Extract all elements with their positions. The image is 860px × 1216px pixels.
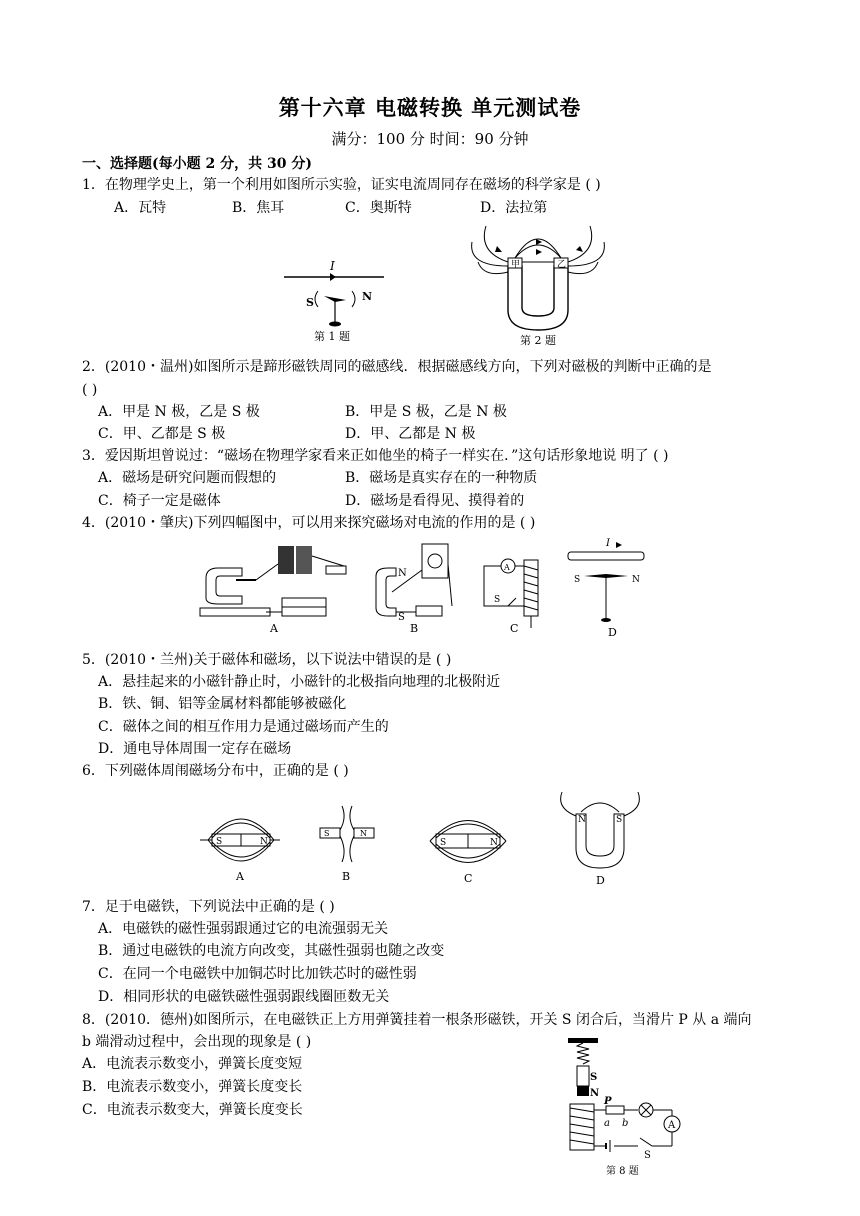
figure-4-label-a: A [270, 622, 278, 635]
page-subtitle: 满分：100 分 时间：90 分钟 [331, 130, 529, 148]
question-7-stem: 7．足于电磁铁，下列说法中正确的是 ( ) [82, 899, 335, 915]
page-title: 第十六章 电磁转换 单元测试卷 [278, 95, 582, 120]
question-1-option-b: B．焦耳 [232, 200, 285, 216]
figure-4-label-c: C [510, 622, 519, 635]
figure-8-n-label: N [590, 1088, 600, 1099]
figure-6-d-s-label: S [616, 815, 623, 825]
figure-6-b-n-label: N [360, 829, 367, 838]
question-2-option-d: D．甲、乙都是 N 极 [345, 426, 476, 442]
question-1-stem: 1．在物理学史上，第一个利用如图所示实验，证实电流周同存在磁场的科学家是 ( ) [82, 177, 601, 193]
question-3-option-d: D．磁场是看得见、摸得着的 [345, 493, 525, 509]
figure-6-label-b: B [342, 870, 351, 883]
question-5-option-c: C．磁体之间的相互作用力是通过磁场而产生的 [98, 719, 389, 735]
question-8-option-b: B．电流表示数变小，弹簧长度变长 [82, 1079, 303, 1095]
figure-8-s-label: S [590, 1072, 598, 1083]
question-5-stem: 5．(2010・兰州)关于磁体和磁场，以下说法中错误的是 ( ) [82, 652, 452, 668]
figure-6 [200, 788, 660, 888]
figure-4-d-current-label: I [606, 538, 610, 549]
question-8-stem: 8．(2010．德州)如图所示，在电磁铁正上方用弹簧挂着一根条形磁铁，开关 S 闭合后，当滑片 P 从 a 端向 [82, 1012, 752, 1028]
figure-4-label-d: D [608, 626, 617, 639]
figure-8 [560, 1034, 720, 1184]
figure-8-switch-label: S [644, 1150, 651, 1161]
figure-8-p-label: P [604, 1096, 612, 1107]
figure-6-a-n-label: N [260, 837, 268, 847]
figure-4-b-n-label: N [398, 568, 407, 579]
figure-1-current-label: I [330, 259, 335, 273]
figure-6-option-b-diagram [320, 806, 374, 883]
figure-6-option-d-diagram [561, 792, 640, 887]
question-8-option-a: A．电流表示数变小，弹簧长度变短 [82, 1056, 303, 1072]
question-2-option-a: A．甲是 N 极，乙是 S 极 [98, 404, 260, 420]
figure-2-yi-label: 乙 [557, 260, 567, 270]
question-2-stem: 2．(2010・温州)如图所示是蹄形磁铁周同的磁感线．根据磁感线方向，下列对磁极的判断中正确的是 [82, 359, 712, 375]
figure-4-c-ammeter-label: A [504, 563, 510, 572]
question-3-stem: 3．爱因斯坦曾说过：“磁场在物理学家看来正如他坐的椅子一样实在．”这句话形象地说 明了 ( ) [82, 448, 669, 464]
figure-8-caption: 第 8 题 [606, 1166, 639, 1177]
figure-6-label-c: C [464, 872, 473, 885]
figure-6-label-a: A [236, 870, 244, 883]
figure-4-c-switch-label: S [494, 595, 501, 605]
question-5-option-a: A．悬挂起来的小磁针静止时，小磁针的北极指向地理的北极附近 [98, 674, 501, 690]
figure-8-b-label: b [622, 1118, 629, 1129]
figure-4-d-n-label: N [632, 575, 640, 585]
figure-6-option-c-diagram [430, 821, 506, 886]
question-7-option-b: B．通过电磁铁的电流方向改变，其磁性强弱也随之改变 [98, 943, 445, 959]
figure-4-option-b-diagram [376, 544, 452, 635]
figure-4-option-d-diagram [568, 538, 644, 639]
question-7-option-c: C．在同一个电磁铁中加铜芯时比加铁芯时的磁性弱 [98, 966, 417, 982]
figure-6-label-d: D [596, 874, 605, 887]
figure-6-b-s-label: S [324, 829, 330, 838]
figure-6-d-n-label: N [578, 815, 586, 825]
question-3-option-b: B．磁场是真实存在的一种物质 [345, 470, 538, 486]
figure-1-caption: 第 1 题 [314, 330, 350, 343]
question-8-stem-cont: b 端滑动过程中，会出现的现象是 ( ) [82, 1034, 312, 1050]
figure-4-label-b: B [410, 622, 419, 635]
figure-6-c-s-label: S [440, 838, 447, 848]
question-2-stem-cont: ( ) [82, 382, 98, 398]
question-5-option-b: B．铁、铜、铝等金属材料都能够被磁化 [98, 696, 347, 712]
section-heading: 一、选择题(每小题 2 分，共 30 分) [82, 156, 312, 172]
figure-1-s-label: S [306, 296, 314, 309]
figure-1 [280, 258, 390, 346]
question-4-stem: 4．(2010・肇庆)下列四幅图中，可以用来探究磁场对电流的作用的是 ( ) [82, 515, 536, 531]
question-1-option-d: D．法拉第 [480, 200, 548, 216]
figure-1-n-label: N [362, 290, 373, 303]
figure-2 [470, 222, 610, 350]
question-2-option-b: B．甲是 S 极，乙是 N 极 [345, 404, 507, 420]
question-2-option-c: C．甲、乙都是 S 极 [98, 426, 226, 442]
figure-2-caption: 第 2 题 [520, 334, 556, 347]
question-3-option-a: A．磁场是研究问题而假想的 [98, 470, 277, 486]
figure-8-a-label: a [604, 1118, 610, 1129]
figure-4-option-a-diagram [200, 546, 346, 635]
question-5-option-d: D．通电导体周围一定存在磁场 [98, 741, 292, 757]
figure-4-option-c-diagram [484, 559, 538, 635]
figure-6-c-n-label: N [490, 838, 498, 848]
figure-8-ammeter-label: A [668, 1120, 676, 1131]
question-7-option-d: D．相同形状的电磁铁磁性强弱跟线圈匝数无关 [98, 989, 390, 1005]
question-6-stem: 6．下列磁体周闱磁场分布中，正确的是 ( ) [82, 763, 349, 779]
figure-4 [196, 536, 666, 640]
question-1-option-c: C．奥斯特 [345, 200, 412, 216]
question-1-option-a: A．瓦特 [114, 200, 167, 216]
figure-6-a-s-label: S [216, 837, 223, 847]
figure-6-option-a-diagram [200, 819, 280, 883]
question-7-option-a: A．电磁铁的磁性强弱跟通过它的电流强弱无关 [98, 921, 389, 937]
question-8-option-c: C．电流表示数变大，弹簧长度变长 [82, 1102, 303, 1118]
question-3-option-c: C．椅子一定是磁体 [98, 493, 221, 509]
figure-4-d-s-label: S [574, 575, 581, 585]
figure-2-jia-label: 甲 [511, 260, 521, 270]
figure-4-b-s-label: S [398, 612, 405, 623]
